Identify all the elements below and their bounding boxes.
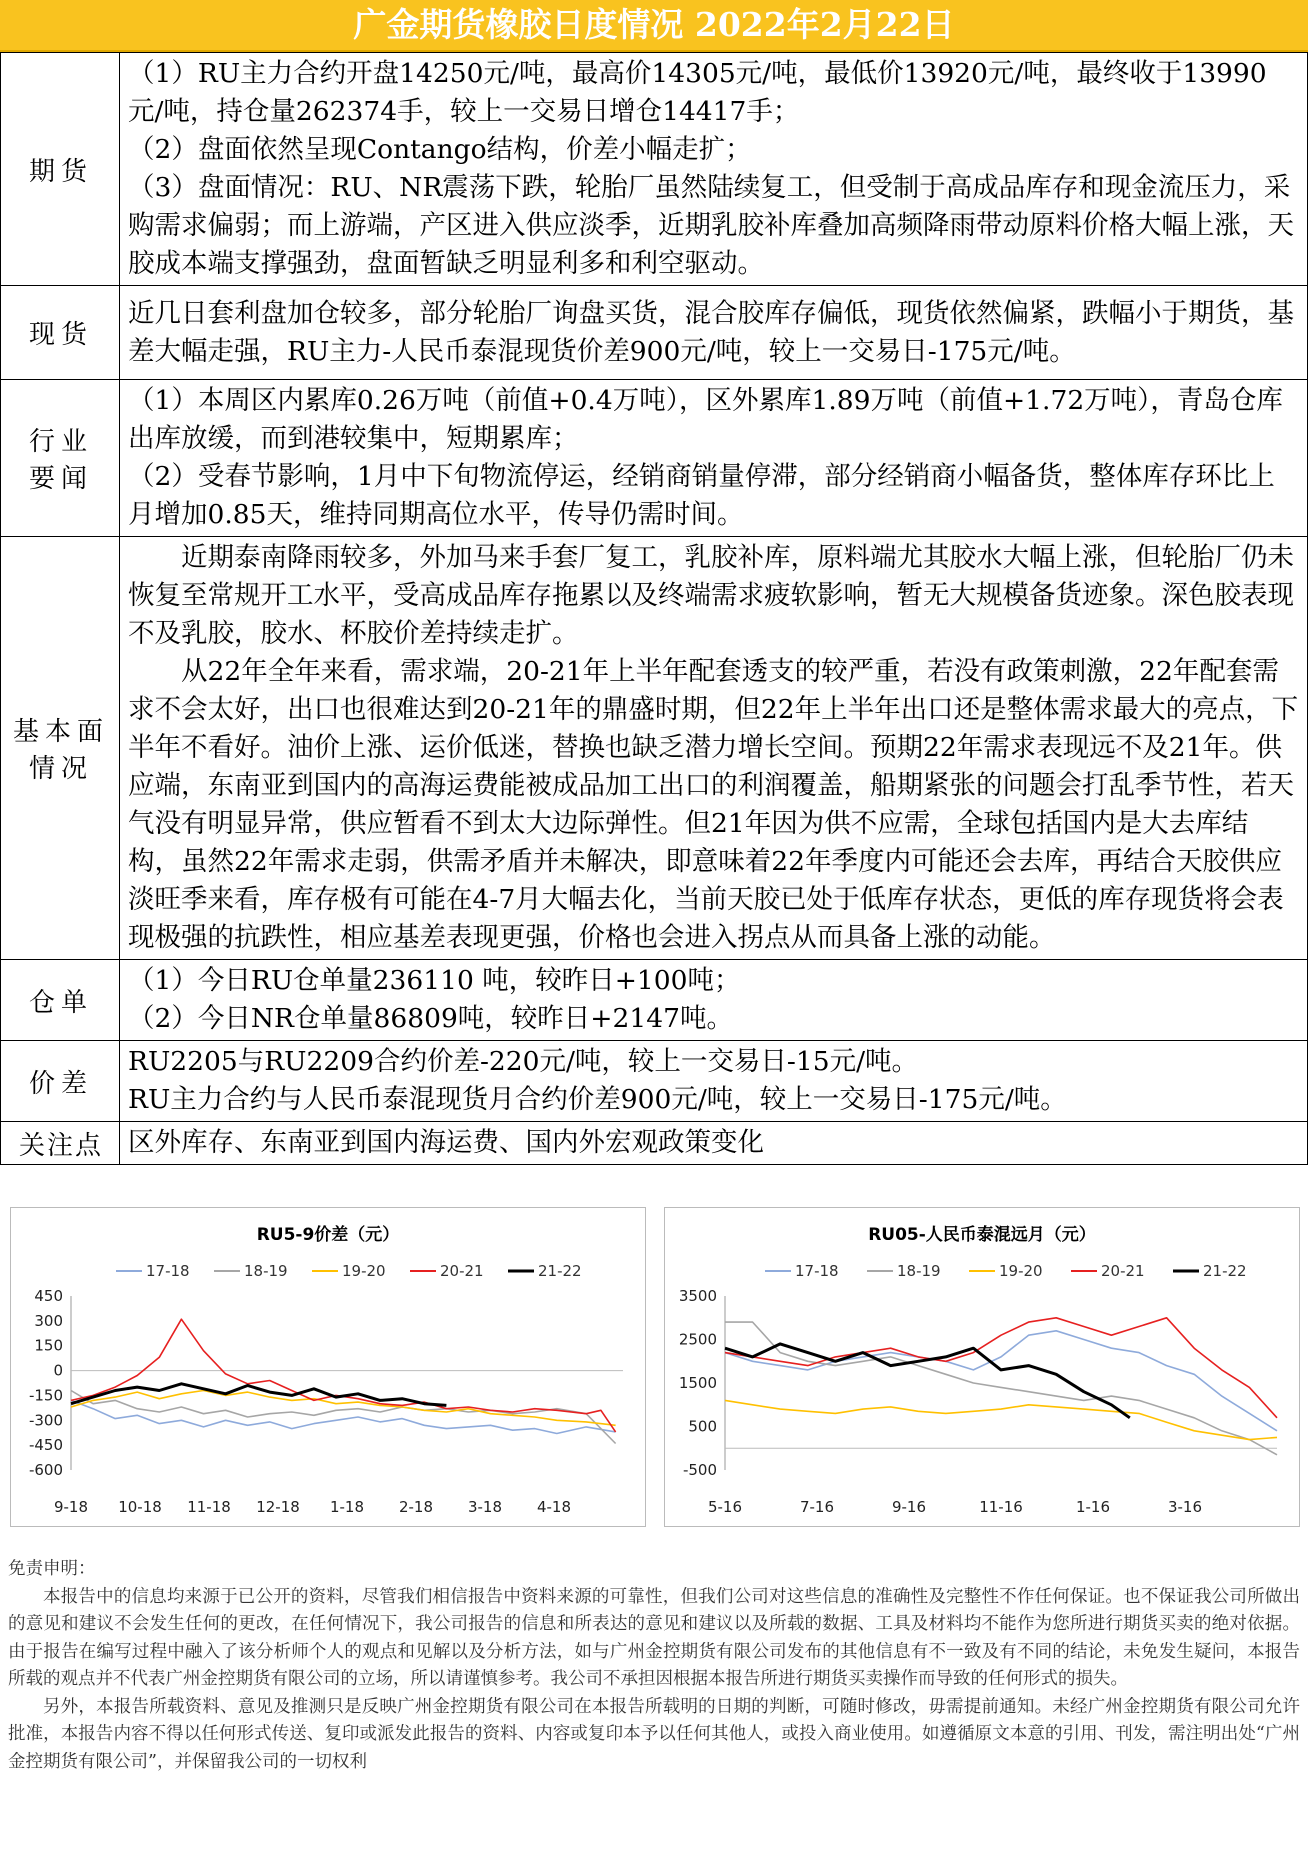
content-futures — [120, 53, 1308, 286]
y-tick-label: 1500 — [678, 1374, 717, 1392]
warrants-line-2: （2）今日NR仓单量86809吨，较昨日+2147吨。 — [128, 1003, 733, 1034]
y-tick-label: 300 — [34, 1311, 63, 1330]
legend-label-20-21: 20-21 — [1101, 1262, 1145, 1280]
legend-label-17-18: 17-18 — [795, 1262, 839, 1280]
content-focus — [120, 1122, 1308, 1165]
futures-line-1: （1）RU主力合约开盘14250元/吨，最高价14305元/吨，最低价13920元/吨，最终收于13990元/吨，持仓量262374手，较上一交易日增仓14417手； — [128, 58, 1267, 127]
y-tick-label: -150 — [28, 1386, 63, 1405]
report-title: 广金期货橡胶日度情况 2022年2月22日 — [0, 0, 1308, 52]
x-tick-label: 9-18 — [53, 1498, 89, 1516]
row-focus — [1, 1122, 1308, 1165]
x-tick-label: 3-18 — [467, 1498, 503, 1516]
row-warrants — [1, 960, 1308, 1041]
chart-ru5-9-svg — [11, 1208, 645, 1526]
fundamentals-para-2: 从22年全年来看，需求端，20-21年上半年配套透支的较严重，若没有政策刺激，22年配套需求不会太好，出口也很难达到20-21年的鼎盛时期，但22年上半年出口还是整体需求最大的亮点，下半年不看好。油价上涨、运价低迷，替换也缺乏潜力增长空间。预期22年需求表现远不及21年。供应端，东南亚到国内的高海运费能被成品加工出口的利润覆盖，船期紧张的问题会打乱季节性，若天气没有明显异常，供应暂看不到太大边际弹性。但21年因为供不应需，全球包括国内是大去库结构，虽然22年需求走弱，供需矛盾并未解决，即意味着22年季度内可能还会去库，再结合天胶供应淡旺季来看，库存极有可能在4-7月大幅去化，当前天胶已处于低库存状态，更低的库存现货将会表现极强的抗跌性，相应基差表现更强，价格也会进入拐点从而具备上涨的动能。 — [128, 656, 1299, 953]
content-news — [120, 380, 1308, 537]
x-tick-label: 4-18 — [536, 1498, 572, 1516]
x-tick-label: 11-16 — [979, 1498, 1023, 1516]
news-line-2: （2）受春节影响，1月中下旬物流停运，经销商销量停滞，部分经销商小幅备货，整体库存环比上月增加0.85天，维持同期高位水平，传导仍需时间。 — [128, 461, 1275, 530]
content-fundamentals — [120, 537, 1308, 960]
row-fundamentals — [1, 537, 1308, 960]
chart-title: RU5-9价差（元） — [256, 1225, 400, 1245]
label-fundamentals — [1, 537, 120, 960]
x-tick-label: 9-16 — [891, 1498, 927, 1516]
label-spread: 价差 — [1, 1041, 120, 1122]
content-warrants — [120, 960, 1308, 1041]
series-line-20-21 — [725, 1318, 1277, 1418]
futures-line-3: （3）盘面情况：RU、NR震荡下跌，轮胎厂虽然陆续复工，但受制于高成品库存和现金流压力，采购需求偏弱；而上游端，产区进入供应淡季，近期乳胶补库叠加高频降雨带动原料价格大幅上涨，天胶成本端支撑强劲，盘面暂缺乏明显利多和利空驱动。 — [128, 172, 1294, 279]
x-tick-label: 11-18 — [187, 1498, 231, 1516]
spread-line-2: RU主力合约与人民币泰混现货月合约价差900元/吨，较上一交易日-175元/吨。 — [128, 1084, 1067, 1115]
chart-ru05-rmb-thai-mix — [664, 1207, 1300, 1527]
x-tick-label: 10-18 — [118, 1498, 162, 1516]
futures-line-2: （2）盘面依然呈现Contango结构，价差小幅走扩； — [128, 134, 752, 165]
legend-label-21-22: 21-22 — [1203, 1262, 1247, 1280]
legend-label-18-19: 18-19 — [897, 1262, 941, 1280]
spot-text: 近几日套利盘加仓较多，部分轮胎厂询盘买货，混合胶库存偏低，现货依然偏紧，跌幅小于期货，基差大幅走强，RU主力-人民币泰混现货价差900元/吨，较上一交易日-175元/吨。 — [128, 297, 1294, 367]
label-focus: 关注点 — [1, 1122, 120, 1165]
legend-label-19-20: 19-20 — [342, 1262, 386, 1280]
warrants-line-1: （1）今日RU仓单量236110 吨，较昨日+100吨； — [128, 965, 741, 996]
label-futures: 期货 — [1, 53, 120, 286]
x-tick-label: 1-18 — [329, 1498, 365, 1516]
label-fundamentals-1: 基本面 — [12, 717, 109, 747]
label-news-2: 要闻 — [28, 464, 93, 494]
focus-text: 区外库存、东南亚到国内海运费、国内外宏观政策变化 — [128, 1127, 764, 1158]
disclaimer — [8, 1556, 1300, 1776]
disclaimer-heading: 免责申明： — [8, 1559, 96, 1579]
series-line-17-18 — [725, 1331, 1277, 1431]
label-fundamentals-2: 情况 — [28, 754, 93, 784]
series-line-19-20 — [725, 1400, 1277, 1439]
y-tick-label: -600 — [28, 1461, 63, 1479]
x-tick-label: 5-16 — [707, 1498, 743, 1516]
series-line-18-19 — [725, 1322, 1277, 1455]
disclaimer-para-2: 另外，本报告所载资料、意见及推测只是反映广州金控期货有限公司在本报告所载明的日期的判断，可随时修改，毋需提前通知。未经广州金控期货有限公司允许批准，本报告内容不得以任何形式传送、复印或派发此报告的资料、内容或复印本予以任何其他人，或投入商业使用。如遵循原文本意的引用、刊发，需注明出处“广州金控期货有限公司”，并保留我公司的一切权利 — [8, 1696, 1300, 1772]
x-tick-label: 3-16 — [1167, 1498, 1203, 1516]
y-tick-label: 450 — [34, 1287, 63, 1305]
row-news — [1, 380, 1308, 537]
label-news-1: 行业 — [28, 427, 93, 457]
x-tick-label: 1-16 — [1075, 1498, 1111, 1516]
y-tick-label: 3500 — [678, 1287, 717, 1305]
fundamentals-para-1: 近期泰南降雨较多，外加马来手套厂复工，乳胶补库，原料端尤其胶水大幅上涨，但轮胎厂仍未恢复至常规开工水平，受高成品库存拖累以及终端需求疲软影响，暂无大规模备货迹象。深色胶表现不及乳胶，胶水、杯胶价差持续走扩。 — [128, 542, 1294, 649]
y-tick-label: -300 — [28, 1411, 63, 1430]
legend-label-21-22: 21-22 — [538, 1262, 582, 1280]
x-tick-label: 7-16 — [799, 1498, 835, 1516]
y-tick-label: 2500 — [678, 1330, 717, 1349]
label-warrants: 仓单 — [1, 960, 120, 1041]
row-spread — [1, 1041, 1308, 1122]
legend-label-20-21: 20-21 — [440, 1262, 484, 1280]
row-futures — [1, 53, 1308, 286]
report-table — [0, 52, 1308, 1165]
chart-ru05-svg — [665, 1208, 1299, 1526]
content-spot — [120, 286, 1308, 380]
x-tick-label: 2-18 — [398, 1498, 434, 1516]
spread-line-1: RU2205与RU2209合约价差-220元/吨，较上一交易日-15元/吨。 — [128, 1046, 919, 1077]
y-tick-label: 150 — [34, 1336, 63, 1355]
y-tick-label: 500 — [688, 1417, 717, 1436]
label-news — [1, 380, 120, 537]
y-tick-label: 0 — [53, 1361, 63, 1380]
label-spot: 现货 — [1, 286, 120, 380]
x-tick-label: 12-18 — [256, 1498, 300, 1516]
y-tick-label: -500 — [682, 1461, 717, 1479]
legend-label-18-19: 18-19 — [244, 1262, 288, 1280]
disclaimer-para-1: 本报告中的信息均来源于已公开的资料，尽管我们相信报告中资料来源的可靠性，但我们公司对这些信息的准确性及完整性不作任何保证。也不保证我公司所做出的意见和建议不会发生任何的更改，在任何情况下，我公司报告的信息和所表达的意见和建议以及所载的数据、工具及材料均不能作为您所进行期货买卖的绝对依据。由于报告在编写过程中融入了该分析师个人的观点和见解以及分析方法，如与广州金控期货有限公司发布的其他信息有不一致及有不同的结论，未免发生疑问，本报告所载的观点并不代表广州金控期货有限公司的立场，所以请谨慎参考。我公司不承担因根据本报告所进行期货买卖操作而导致的任何形式的损失。 — [8, 1586, 1300, 1689]
y-tick-label: -450 — [28, 1436, 63, 1455]
chart-ru5-9-spread — [10, 1207, 646, 1527]
content-spread — [120, 1041, 1308, 1122]
legend-label-19-20: 19-20 — [999, 1262, 1043, 1280]
chart-title: RU05-人民币泰混远月（元） — [868, 1225, 1096, 1245]
series-line-20-21 — [71, 1319, 616, 1432]
legend-label-17-18: 17-18 — [146, 1262, 190, 1280]
news-line-1: （1）本周区内累库0.26万吨（前值+0.4万吨），区外累库1.89万吨（前值+1.72万吨），青岛仓库出库放缓，而到港较集中，短期累库； — [128, 385, 1283, 454]
row-spot — [1, 286, 1308, 380]
